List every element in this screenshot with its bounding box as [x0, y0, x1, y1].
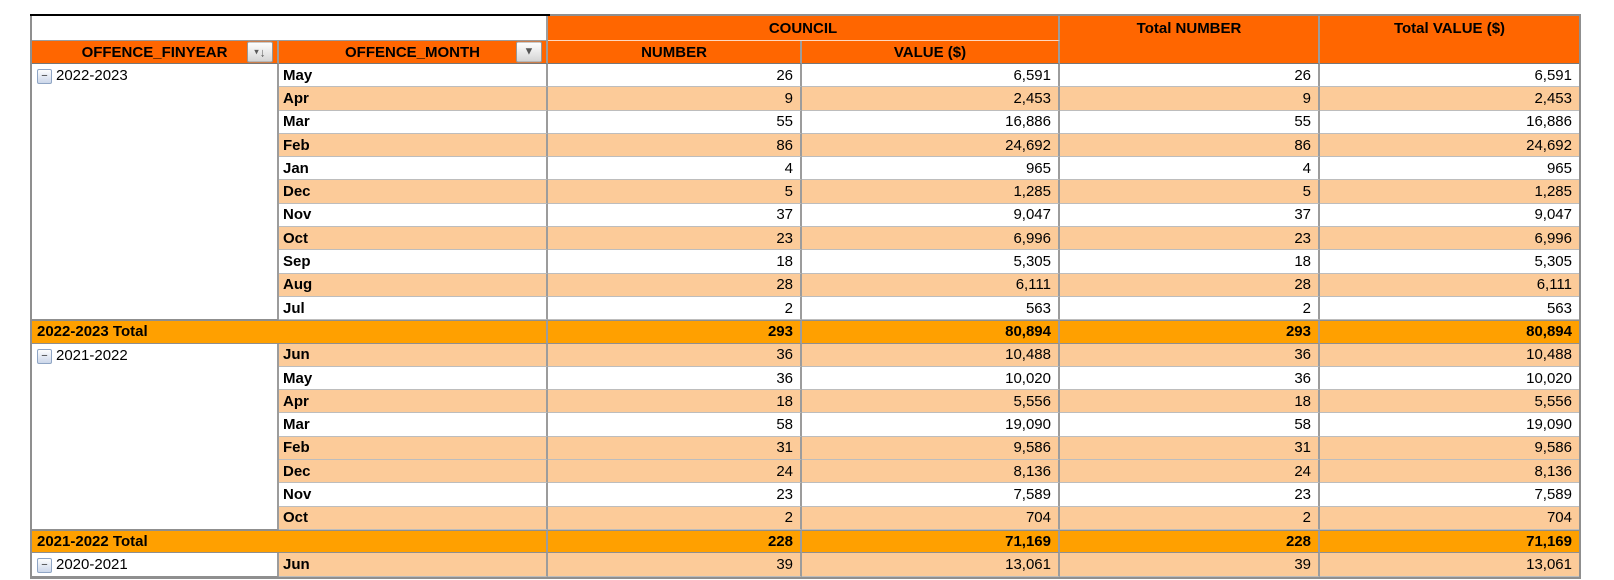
cell-council-value[interactable]: 2,453 — [802, 87, 1060, 110]
cell-council-value[interactable]: 965 — [802, 157, 1060, 180]
cell-offence-month[interactable]: Apr — [279, 87, 548, 110]
cell-council-number[interactable]: 9 — [548, 87, 802, 110]
cell-council-number[interactable]: 28 — [548, 274, 802, 297]
cell-total-number[interactable]: 39 — [1060, 553, 1320, 576]
month-filter-button[interactable] — [516, 42, 542, 63]
cell-council-number[interactable]: 18 — [548, 390, 802, 413]
cell-council-number[interactable]: 2 — [548, 297, 802, 320]
cell-total-value[interactable]: 563 — [1320, 297, 1579, 320]
total-council-value[interactable]: 71,169 — [802, 530, 1060, 553]
cell-total-value[interactable]: 6,591 — [1320, 64, 1579, 87]
cell-total-number[interactable]: 23 — [1060, 227, 1320, 250]
cell-total-number[interactable]: 5 — [1060, 180, 1320, 203]
cell-total-value[interactable]: 8,136 — [1320, 460, 1579, 483]
pivot-table — [30, 14, 1581, 579]
cell-council-number[interactable]: 23 — [548, 483, 802, 506]
cell-total-value[interactable]: 5,305 — [1320, 250, 1579, 273]
cell-council-number[interactable]: 31 — [548, 437, 802, 460]
cell-council-number[interactable]: 5 — [548, 180, 802, 203]
cell-council-value[interactable]: 5,305 — [802, 250, 1060, 273]
cell-total-number[interactable]: 26 — [1060, 64, 1320, 87]
collapse-group-button[interactable]: − — [37, 558, 52, 573]
cell-total-number[interactable]: 2 — [1060, 297, 1320, 320]
cell-total-value[interactable]: 24,692 — [1320, 134, 1579, 157]
cell-council-value[interactable]: 6,591 — [802, 64, 1060, 87]
cell-total-number[interactable]: 24 — [1060, 460, 1320, 483]
total-value-cell[interactable]: 71,169 — [1320, 530, 1579, 553]
cell-offence-month[interactable]: Sep — [279, 250, 548, 273]
finyear-group-cell[interactable] — [32, 344, 279, 530]
cell-council-value[interactable]: 7,589 — [802, 483, 1060, 506]
header-council-label: COUNCIL — [768, 19, 838, 37]
cell-total-number[interactable]: 2 — [1060, 507, 1320, 530]
header-offence-month[interactable] — [279, 41, 548, 64]
table-top-border — [30, 14, 550, 16]
header-council[interactable] — [548, 16, 1060, 41]
cell-total-value[interactable]: 2,453 — [1320, 87, 1579, 110]
cell-total-value[interactable]: 16,886 — [1320, 111, 1579, 134]
header-total-number-label: Total NUMBER — [1136, 20, 1242, 37]
cell-council-value[interactable]: 6,111 — [802, 274, 1060, 297]
cell-offence-month[interactable]: May — [279, 64, 548, 87]
header-total-number[interactable] — [1060, 16, 1320, 64]
header-value-label: VALUE ($) — [893, 43, 967, 61]
header-offence-finyear[interactable] — [32, 41, 279, 64]
cell-council-value[interactable]: 19,090 — [802, 413, 1060, 436]
total-number-cell[interactable]: 228 — [1060, 530, 1320, 553]
collapse-group-button[interactable]: − — [37, 349, 52, 364]
cell-total-value[interactable]: 6,111 — [1320, 274, 1579, 297]
header-offence-finyear-label: OFFENCE_FINYEAR — [81, 43, 228, 61]
cell-council-value[interactable]: 6,996 — [802, 227, 1060, 250]
cell-council-value[interactable]: 10,488 — [802, 344, 1060, 367]
cell-total-value[interactable]: 19,090 — [1320, 413, 1579, 436]
cell-council-number[interactable]: 23 — [548, 227, 802, 250]
cell-offence-month[interactable]: Mar — [279, 111, 548, 134]
finyear-group-cell[interactable] — [32, 553, 279, 576]
cell-total-number[interactable]: 31 — [1060, 437, 1320, 460]
header-number-label: NUMBER — [641, 43, 707, 61]
cell-council-number[interactable]: 4 — [548, 157, 802, 180]
cell-offence-month[interactable]: Feb — [279, 437, 548, 460]
cell-offence-month[interactable]: May — [279, 367, 548, 390]
cell-council-number[interactable]: 55 — [548, 111, 802, 134]
cell-total-value[interactable]: 7,589 — [1320, 483, 1579, 506]
total-council-value[interactable]: 80,894 — [802, 320, 1060, 343]
cell-total-number[interactable]: 36 — [1060, 367, 1320, 390]
cell-council-value[interactable]: 8,136 — [802, 460, 1060, 483]
cell-council-number[interactable]: 2 — [548, 507, 802, 530]
cell-council-value[interactable]: 9,586 — [802, 437, 1060, 460]
cell-council-number[interactable]: 36 — [548, 344, 802, 367]
cell-total-value[interactable]: 9,586 — [1320, 437, 1579, 460]
cell-total-value[interactable]: 1,285 — [1320, 180, 1579, 203]
cell-total-value[interactable]: 9,047 — [1320, 204, 1579, 227]
dropdown-arrow-icon: ▾ — [254, 46, 259, 57]
total-row-label[interactable]: 2022-2023 Total — [32, 320, 548, 343]
cell-total-number[interactable]: 37 — [1060, 204, 1320, 227]
cell-council-value[interactable]: 24,692 — [802, 134, 1060, 157]
cell-total-value[interactable]: 6,996 — [1320, 227, 1579, 250]
cell-offence-month[interactable]: Dec — [279, 460, 548, 483]
cell-council-value[interactable]: 13,061 — [802, 553, 1060, 576]
cell-offence-month[interactable]: Feb — [279, 134, 548, 157]
cell-offence-month[interactable]: Nov — [279, 483, 548, 506]
cell-offence-month[interactable]: Jan — [279, 157, 548, 180]
cell-total-value[interactable]: 965 — [1320, 157, 1579, 180]
cell-offence-month[interactable]: Mar — [279, 413, 548, 436]
dropdown-arrow-icon: ▼ — [523, 45, 535, 58]
finyear-label: 2022-2023 — [56, 67, 128, 84]
cell-council-number[interactable]: 86 — [548, 134, 802, 157]
header-offence-month-label: OFFENCE_MONTH — [345, 43, 480, 61]
cell-total-value[interactable]: 10,020 — [1320, 367, 1579, 390]
cell-council-value[interactable]: 16,886 — [802, 111, 1060, 134]
total-number-cell[interactable]: 293 — [1060, 320, 1320, 343]
cell-total-value[interactable]: 13,061 — [1320, 553, 1579, 576]
cell-council-value[interactable]: 10,020 — [802, 367, 1060, 390]
cell-total-number[interactable]: 55 — [1060, 111, 1320, 134]
cell-total-number[interactable]: 86 — [1060, 134, 1320, 157]
header-value[interactable] — [802, 41, 1060, 64]
total-row-label[interactable]: 2021-2022 Total — [32, 530, 548, 553]
cell-offence-month[interactable]: Oct — [279, 507, 548, 530]
cell-offence-month[interactable]: Jun — [279, 553, 548, 576]
total-council-number[interactable]: 293 — [548, 320, 802, 343]
finyear-group-cell[interactable] — [32, 64, 279, 320]
cell-total-number[interactable]: 18 — [1060, 390, 1320, 413]
cell-total-number[interactable]: 18 — [1060, 250, 1320, 273]
finyear-label: 2020-2021 — [56, 556, 128, 574]
cell-council-value[interactable]: 563 — [802, 297, 1060, 320]
cell-council-value[interactable]: 1,285 — [802, 180, 1060, 203]
cell-council-value[interactable]: 9,047 — [802, 204, 1060, 227]
cell-council-number[interactable]: 26 — [548, 64, 802, 87]
header-total-value[interactable] — [1320, 16, 1579, 64]
cell-total-value[interactable]: 704 — [1320, 507, 1579, 530]
cell-council-value[interactable]: 704 — [802, 507, 1060, 530]
header-total-value-label: Total VALUE ($) — [1393, 20, 1506, 37]
cell-offence-month[interactable]: Apr — [279, 390, 548, 413]
cell-total-value[interactable]: 10,488 — [1320, 344, 1579, 367]
cell-offence-month[interactable]: Dec — [279, 180, 548, 203]
collapse-group-button[interactable]: − — [37, 69, 52, 84]
cell-total-number[interactable]: 9 — [1060, 87, 1320, 110]
cell-council-number[interactable]: 36 — [548, 367, 802, 390]
cell-offence-month[interactable]: Aug — [279, 274, 548, 297]
cell-offence-month[interactable]: Nov — [279, 204, 548, 227]
cell-council-number[interactable]: 18 — [548, 250, 802, 273]
finyear-label: 2021-2022 — [56, 346, 128, 364]
cell-council-value[interactable]: 5,556 — [802, 390, 1060, 413]
total-value-cell[interactable]: 80,894 — [1320, 320, 1579, 343]
total-council-number[interactable]: 228 — [548, 530, 802, 553]
sort-descending-icon: ↓ — [259, 45, 266, 59]
corner-empty-cell[interactable] — [32, 16, 548, 41]
cell-council-number[interactable]: 37 — [548, 204, 802, 227]
cell-council-number[interactable]: 24 — [548, 460, 802, 483]
cell-total-number[interactable]: 4 — [1060, 157, 1320, 180]
cell-total-number[interactable]: 58 — [1060, 413, 1320, 436]
cell-offence-month[interactable]: Jul — [279, 297, 548, 320]
cell-total-number[interactable]: 23 — [1060, 483, 1320, 506]
cell-offence-month[interactable]: Jun — [279, 344, 548, 367]
cell-total-number[interactable]: 28 — [1060, 274, 1320, 297]
cell-council-number[interactable]: 39 — [548, 553, 802, 576]
cell-total-value[interactable]: 5,556 — [1320, 390, 1579, 413]
cell-offence-month[interactable]: Oct — [279, 227, 548, 250]
cell-council-number[interactable]: 58 — [548, 413, 802, 436]
cell-total-number[interactable]: 36 — [1060, 344, 1320, 367]
header-number[interactable] — [548, 41, 802, 64]
finyear-sort-filter-button[interactable] — [247, 42, 273, 63]
